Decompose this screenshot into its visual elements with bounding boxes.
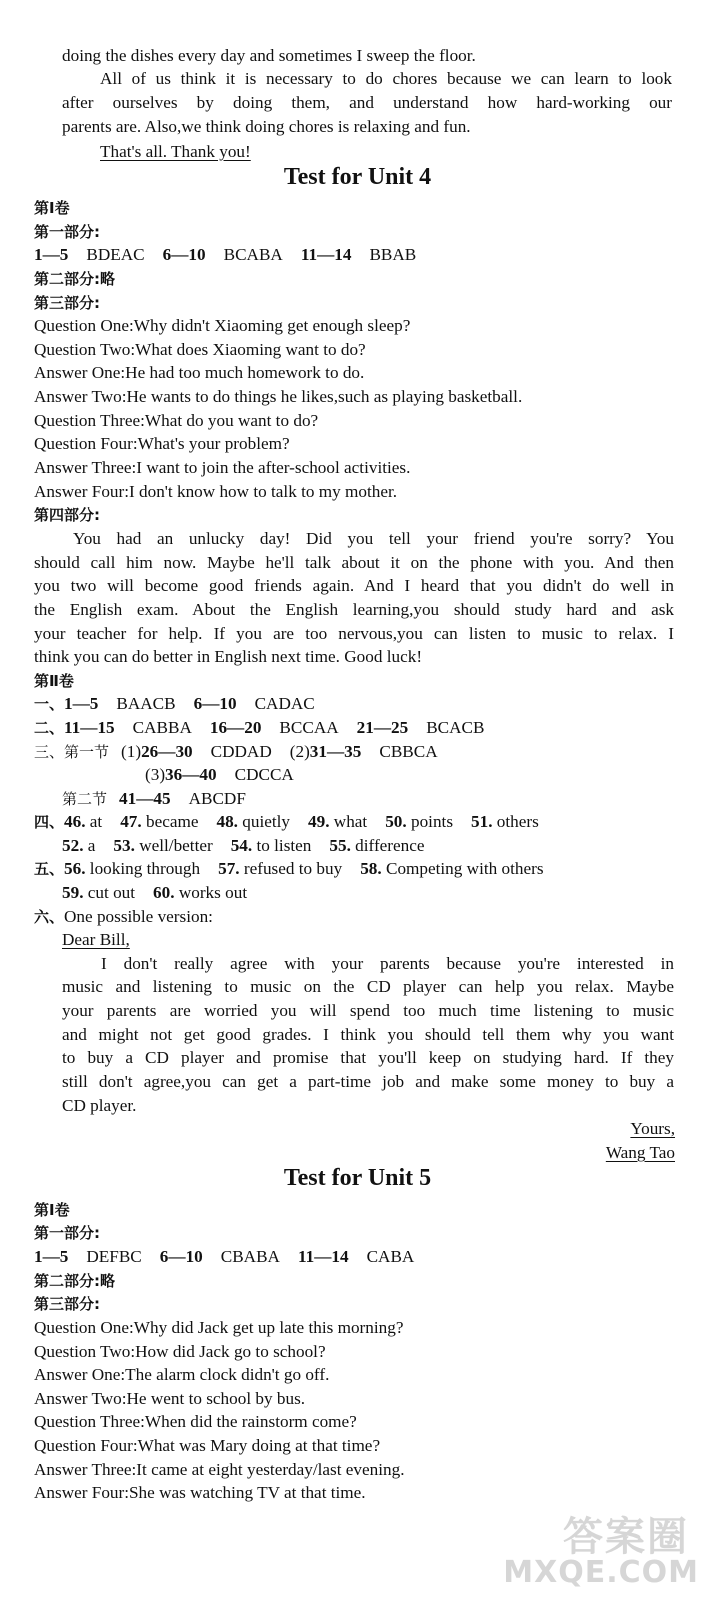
- section-label: 六、: [34, 908, 65, 926]
- unit4-sec5-line1: [34, 857, 544, 881]
- intro-line-1: doing the dishes every day and sometimes I sweep the floor.: [62, 46, 476, 65]
- letter-closing: Yours,: [630, 1119, 675, 1138]
- unit4-juan1: 第Ⅰ卷: [34, 199, 70, 217]
- item-number: (3): [145, 765, 166, 784]
- range: 16—20: [209, 718, 262, 737]
- answer: points: [410, 812, 454, 831]
- range: 11—15: [64, 718, 115, 737]
- unit4-sec6: [34, 905, 213, 929]
- letter-line: I don't really agree with your parents because you're interested in: [101, 954, 674, 973]
- range: 31—35: [309, 742, 362, 761]
- answer: at: [89, 812, 103, 831]
- unit5-qa-line: Answer One:The alarm clock didn't go off.: [34, 1365, 330, 1384]
- unit5-qa-line: Question Two:How did Jack go to school?: [34, 1342, 326, 1361]
- unit5-juan1: 第Ⅰ卷: [34, 1201, 70, 1219]
- answer: looking through: [89, 859, 201, 878]
- answers: CDCCA: [234, 765, 294, 784]
- intro-line-4: parents are. Also,we think doing chores is relaxing and fun.: [62, 117, 471, 136]
- range: 41—45: [119, 789, 171, 808]
- unit4-title: Test for Unit 4: [283, 164, 432, 190]
- unit4-part4: 第四部分:: [34, 506, 100, 524]
- section-label: 二、: [34, 719, 65, 737]
- unit5-part2: 第二部分:略: [34, 1272, 115, 1290]
- unit4-part3: 第三部分:: [34, 294, 100, 312]
- answer: refused to buy: [243, 859, 343, 878]
- item-number: 51.: [471, 812, 493, 831]
- item-number: 49.: [308, 812, 330, 831]
- item-number: (2): [289, 742, 310, 761]
- unit4-sec3-part1: [34, 740, 438, 764]
- unit5-qa-line: Question Four:What was Mary doing at that time?: [34, 1436, 381, 1455]
- unit5-part1: 第一部分:: [34, 1224, 100, 1242]
- unit4-part1: 第一部分:: [34, 223, 100, 241]
- answers: CDDAD: [210, 742, 272, 761]
- range: 21—25: [356, 718, 409, 737]
- answer: well/better: [139, 836, 213, 855]
- range: 26—30: [141, 742, 193, 761]
- answer: difference: [355, 836, 425, 855]
- range: 1—5: [34, 1247, 69, 1266]
- item-number: 58.: [360, 859, 382, 878]
- answers: CBBCA: [379, 742, 438, 761]
- unit5-qa-line: Answer Two:He went to school by bus.: [34, 1389, 306, 1408]
- answer: what: [333, 812, 368, 831]
- range: 11—14: [297, 1247, 349, 1266]
- item-number: 48.: [216, 812, 238, 831]
- answer: Competing with others: [385, 859, 544, 878]
- unit5-part1-answers: [34, 1245, 414, 1269]
- item-number: 50.: [385, 812, 407, 831]
- unit4-juan2: 第Ⅱ卷: [34, 672, 74, 690]
- range: 11—14: [300, 245, 352, 264]
- unit4-sec5-line2: [62, 881, 247, 905]
- answers: ABCDF: [188, 789, 246, 808]
- unit4-para-line: you two will become good friends again. And I heard that you didn't do well in: [34, 576, 674, 595]
- watermark-text: 答案圈: [563, 1514, 689, 1560]
- letter-line: your parents are worried you will spend too much time listening to music: [62, 1001, 674, 1020]
- letter-line: CD player.: [62, 1096, 137, 1115]
- section-label: 三、第一节: [34, 743, 110, 761]
- watermark-logo: [503, 1505, 699, 1595]
- answer: cut out: [87, 883, 136, 902]
- unit4-sec2: [34, 716, 484, 740]
- intro-line-2: All of us think it is necessary to do chores because we can learn to look: [100, 69, 672, 88]
- letter-line: music and listening to music on the CD player can help you relax. Maybe: [62, 977, 674, 996]
- unit4-para-line: think you can do better in English next time. Good luck!: [34, 647, 423, 666]
- answers: CBABA: [220, 1247, 280, 1266]
- section-intro: One possible version:: [64, 907, 213, 926]
- range: 1—5: [64, 694, 99, 713]
- answer: became: [145, 812, 199, 831]
- unit4-para-line: should call him now. Maybe he'll talk about it on the phone with you. And then: [34, 553, 674, 572]
- answer: to listen: [256, 836, 312, 855]
- unit4-qa-line: Question Two:What does Xiaoming want to do?: [34, 340, 366, 359]
- unit4-para-line: your teacher for help. If you are too nervous,you can listen to music to relax. I: [34, 624, 674, 643]
- unit5-qa-line: Question One:Why did Jack get up late this morning?: [34, 1318, 404, 1337]
- intro-line-5: That's all. Thank you!: [100, 142, 251, 161]
- unit5-part3: 第三部分:: [34, 1295, 100, 1313]
- item-number: 54.: [230, 836, 253, 855]
- unit4-sec4-line1: [34, 810, 539, 834]
- item-number: 53.: [113, 836, 135, 855]
- answers: BDEAC: [86, 245, 145, 264]
- item-number: 56.: [64, 859, 86, 878]
- section-label: 四、: [34, 813, 65, 831]
- answers: BCABA: [223, 245, 283, 264]
- section-label: 第二节: [62, 790, 108, 808]
- answers: BAACB: [116, 694, 176, 713]
- answers: BCCAA: [279, 718, 339, 737]
- letter-greeting: Dear Bill,: [62, 930, 130, 949]
- answer: works out: [178, 883, 248, 902]
- unit5-qa-line: Question Three:When did the rainstorm come?: [34, 1412, 357, 1431]
- intro-line-3: after ourselves by doing them, and understand how hard-working our: [62, 93, 672, 112]
- unit4-sec3-part2: [62, 787, 246, 811]
- answers: CABA: [366, 1247, 415, 1266]
- unit5-title: Test for Unit 5: [283, 1165, 432, 1191]
- unit4-part1-answers: [34, 243, 416, 267]
- item-number: 55.: [329, 836, 351, 855]
- unit4-qa-line: Answer Two:He wants to do things he likes,such as playing basketball.: [34, 387, 523, 406]
- unit4-para-line: the English exam. About the English learning,you should study hard and ask: [34, 600, 674, 619]
- unit4-part2: 第二部分:略: [34, 270, 115, 288]
- item-number: (1): [121, 742, 142, 761]
- item-number: 47.: [120, 812, 142, 831]
- answer: quietly: [242, 812, 290, 831]
- unit4-qa-line: Question One:Why didn't Xiaoming get enough sleep?: [34, 316, 411, 335]
- section-label: 五、: [34, 860, 65, 878]
- unit4-qa-line: Answer Four:I don't know how to talk to my mother.: [34, 482, 398, 501]
- item-number: 57.: [218, 859, 240, 878]
- unit5-qa-line: Answer Three:It came at eight yesterday/last evening.: [34, 1460, 405, 1479]
- unit4-qa-line: Answer One:He had too much homework to do.: [34, 363, 365, 382]
- section-label: 一、: [34, 695, 65, 713]
- unit4-qa-line: Answer Three:I want to join the after-school activities.: [34, 458, 411, 477]
- letter-line: to buy a CD player and promise that you'll keep on studying hard. If they: [62, 1048, 674, 1067]
- answers: CABBA: [132, 718, 192, 737]
- answers: CADAC: [254, 694, 315, 713]
- unit4-sec1: [34, 692, 315, 716]
- letter-line: and might not get good grades. I think you should tell them why you want: [62, 1025, 674, 1044]
- range: 6—10: [159, 1247, 203, 1266]
- range: 6—10: [162, 245, 206, 264]
- item-number: 52.: [62, 836, 84, 855]
- unit4-para-line: You had an unlucky day! Did you tell your friend you're sorry? You: [73, 529, 674, 548]
- unit5-qa-line: Answer Four:She was watching TV at that time.: [34, 1483, 366, 1502]
- range: 36—40: [165, 765, 217, 784]
- answers: BCACB: [426, 718, 485, 737]
- item-number: 59.: [62, 883, 84, 902]
- letter-line: still don't agree,you can get a part-time job and make some money to buy a: [62, 1072, 674, 1091]
- answers: BBAB: [369, 245, 417, 264]
- watermark-site: MXQE.COM: [503, 1555, 699, 1590]
- range: 1—5: [34, 245, 69, 264]
- letter-signature: Wang Tao: [605, 1143, 675, 1162]
- answer: a: [87, 836, 96, 855]
- unit4-qa-line: Question Three:What do you want to do?: [34, 411, 319, 430]
- unit4-sec4-line2: [62, 834, 425, 858]
- unit4-qa-line: Question Four:What's your problem?: [34, 434, 290, 453]
- answers: DEFBC: [86, 1247, 142, 1266]
- answer: others: [496, 812, 539, 831]
- item-number: 46.: [64, 812, 86, 831]
- item-number: 60.: [153, 883, 175, 902]
- range: 6—10: [193, 694, 237, 713]
- unit4-sec3-part1-cont: [145, 763, 294, 787]
